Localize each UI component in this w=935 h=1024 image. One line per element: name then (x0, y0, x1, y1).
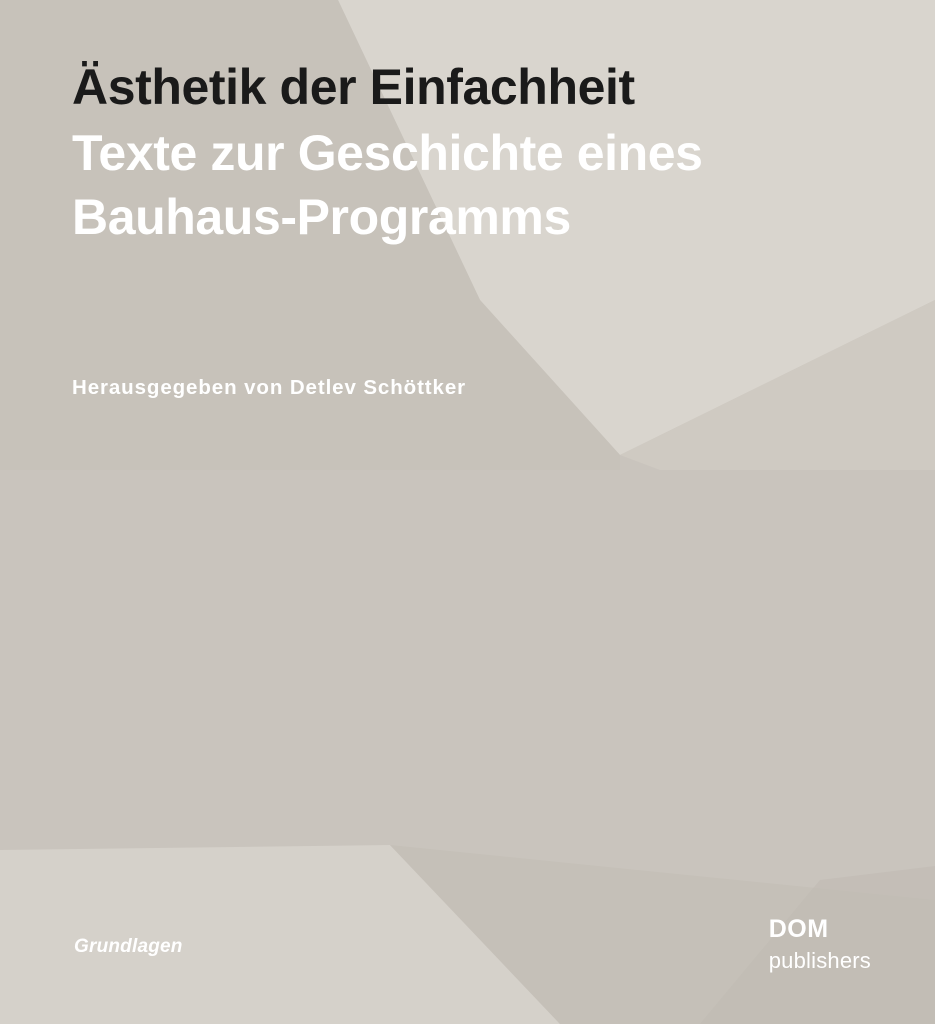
page-subtitle-line1: Texte zur Geschichte eines (72, 125, 703, 181)
publisher-word: publishers (768, 948, 871, 974)
page-title: Ästhetik der Einfachheit (72, 59, 635, 115)
title-block (72, 58, 872, 249)
publisher-logo (769, 913, 871, 976)
page-subtitle (72, 121, 872, 249)
publisher-name: DOM (768, 914, 829, 943)
page-subtitle-line2: Bauhaus-Programms (72, 189, 571, 245)
editor-credit: Herausgegeben von Detlev Schöttker (72, 376, 467, 399)
series-label: Grundlagen (74, 936, 183, 957)
